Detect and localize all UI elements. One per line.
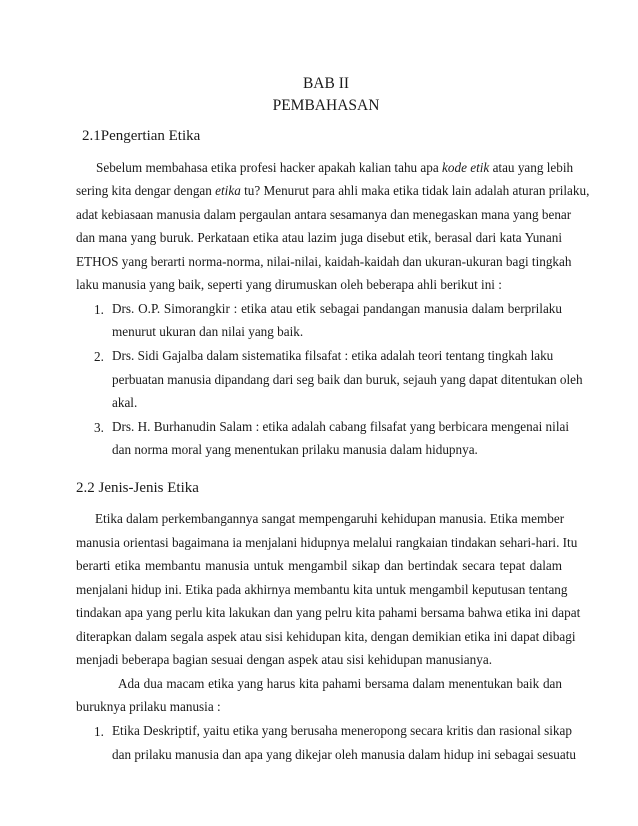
paragraph-line: berarti etika membantu manusia untuk mengambil sikap dan bertindak secara tepat dalam [76,558,562,573]
paragraph-line: menjalani hidup ini. Etika pada akhirnya membantu kita untuk mengambil keputusan tentang [76,582,568,597]
list-number: 2. [94,349,104,364]
paragraph-line: menjadi beberapa bagian sesuai dengan aspek atau sisi kehidupan manusianya. [76,652,492,667]
paragraph-line: diterapkan dalam segala aspek atau sisi kehidupan kita, dengan demikian etika ini dapat dibagi [76,629,576,644]
list-number: 3. [94,420,104,435]
list-item-line: Etika Deskriptif, yaitu etika yang berusaha meneropong secara kritis dan rasional sikap [112,723,572,738]
list-item-line: Drs. Sidi Gajalba dalam sistematika filsafat : etika adalah teori tentang tingkah laku [112,348,554,363]
paragraph-line: adat kebiasaan manusia dalam pergaulan antara sesamanya dan menegaskan mana yang benar [76,207,572,222]
list-item-line: dan norma moral yang menentukan prilaku manusia dalam hidupnya. [112,442,478,457]
list-number: 1. [94,724,104,739]
paragraph-line: ETHOS yang berarti norma-norma, nilai-nilai, kaidah-kaidah dan ukuran-ukuran bagi tingkah [76,254,572,269]
section-heading-2-1: 2.1Pengertian Etika [82,128,201,144]
section-heading-2-2: 2.2 Jenis-Jenis Etika [76,480,199,496]
paragraph-line: dan mana yang buruk. Perkataan etika atau lazim juga disebut etik, berasal dari kata Yunani [76,230,562,245]
paragraph-line: Ada dua macam etika yang harus kita pahami bersama dalam menentukan baik dan [118,676,562,691]
paragraph-line: Etika dalam perkembangannya sangat mempengaruhi kehidupan manusia. Etika member [95,511,565,526]
paragraph-line: sering kita dengar dengan etika tu? Menurut para ahli maka etika tidak lain adalah aturan prilaku, [76,183,590,198]
paragraph-line: tindakan apa yang perlu kita lakukan dan yang pelru kita pahami bersama bahwa etika ini dapat [76,605,581,620]
paragraph-line: Sebelum membahasa etika profesi hacker apakah kalian tahu apa kode etik atau yang lebih [96,160,574,175]
chapter-number: BAB II [302,75,350,92]
list-item-line: menurut ukuran dan nilai yang baik. [112,324,304,339]
list-number: 1. [94,302,104,317]
list-item-line: Drs. H. Burhanudin Salam : etika adalah cabang filsafat yang berbicara mengenai nilai [112,419,569,434]
paragraph-line: laku manusia yang baik, seperti yang dirumuskan oleh beberapa ahli berikut ini : [76,277,502,292]
list-item-line: akal. [112,395,138,410]
list-item-line: Drs. O.P. Simorangkir : etika atau etik sebagai pandangan manusia dalam berprilaku [112,301,562,316]
chapter-title: PEMBAHASAN [272,97,380,114]
paragraph-line: manusia orientasi bagaimana ia menjalani hidupnya melalui rangkaian tindakan sehari-hari. Itu [76,535,578,550]
list-item-line: dan prilaku manusia dan apa yang dikejar oleh manusia dalam hidup ini sebagai sesuatu [112,747,576,762]
list-item-line: perbuatan manusia dipandang dari seg baik dan buruk, sejauh yang dapat ditentukan oleh [112,372,583,387]
paragraph-line: buruknya prilaku manusia : [76,699,221,714]
